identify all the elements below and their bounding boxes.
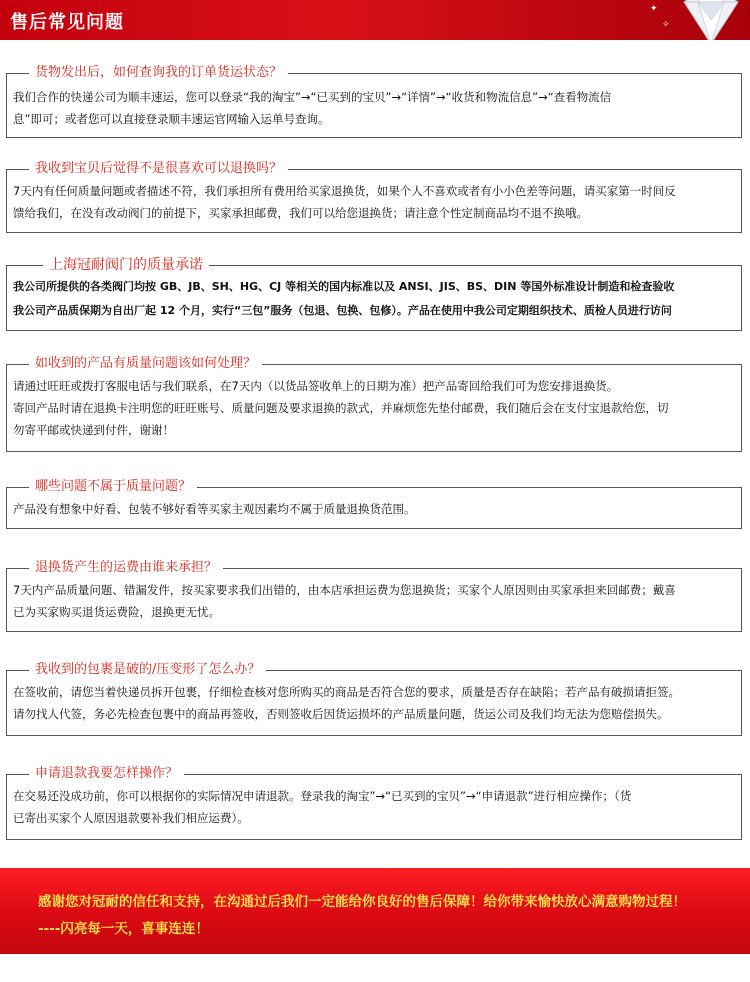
answer-line: 我公司所提供的各类阀门均按 GB、JB、SH、HG、CJ 等相关的国内标准以及 ANSI、JIS、BS、DIN 等国外标准设计制造和检查验收 (13, 280, 675, 293)
answer-line: 我们合作的快递公司为顺丰速运，您可以登录“我的淘宝”→“已买到的宝贝”→“详情”→“收货和物流信息”→“查看物流信 (13, 90, 612, 104)
faq-question: 如收到的产品有质量问题该如何处理？ (29, 355, 262, 373)
faq-answer (13, 86, 737, 130)
sparkle-icon: ✧ (662, 20, 670, 30)
faq-section-quality-promise (6, 257, 742, 331)
faq-section-quality-issue (6, 356, 742, 452)
faq-section-shipping-cost (6, 560, 742, 632)
answer-line: 在交易还没成功前，你可以根据你的实际情况申请退款。登录我的淘宝”→“已买到的宝贝”→“申请退款”进行相应操作；（货 (13, 789, 632, 803)
answer-line: 勿寄平邮或快递到付件，谢谢！ (13, 423, 174, 437)
thank-you-line: 感谢您对冠耐的信任和支持，在沟通过后我们一定能给你良好的售后保障！给你带来愉快放心满意购物过程！ (38, 894, 686, 910)
faq-section-refund (6, 766, 742, 840)
answer-line: 请通过旺旺或拨打客服电话与我们联系，在7天内（以货品签收单上的日期为准）把产品寄回给我们可为您安排退换货。 (13, 379, 619, 393)
faq-section-returns (6, 161, 742, 233)
faq-question: 我收到的包裹是破的/压变形了怎么办？ (29, 661, 266, 679)
slogan-line: ----闪亮每一天，喜事连连！ (38, 921, 209, 937)
faq-section-order-tracking (6, 65, 742, 138)
faq-answer (13, 681, 737, 725)
faq-answer (13, 180, 737, 224)
faq-answer (13, 785, 737, 829)
faq-section-damaged-package (6, 662, 742, 736)
answer-line: 产品没有想象中好看、包装不够好看等买家主观因素均不属于质量退换货范围。 (13, 502, 416, 516)
answer-line: 在签收前，请您当着快递员拆开包裹，仔细检查核对您所购买的商品是否符合您的要求，质量是否存在缺陷；若产品有破损请拒签。 (13, 685, 680, 699)
faq-answer (13, 579, 737, 623)
diamond-icon (676, 0, 746, 40)
faq-question: 申请退款我要怎样操作？ (29, 765, 184, 783)
answer-line: 寄回产品时请在退换卡注明您的旺旺账号、质量问题及要求退换的款式，并麻烦您先垫付邮费，我们随后会在支付宝退款给您，切 (13, 401, 669, 415)
faq-question: 哪些问题不属于质量问题？ (29, 478, 197, 496)
answer-line: 我公司产品质保期为自出厂起 12 个月，实行“三包”服务（包退、包换、包修）。产品在使用中我公司定期组织技术、质检人员进行访问 (13, 304, 672, 317)
faq-section-not-quality (6, 479, 742, 529)
faq-question: 货物发出后，如何查询我的订单货运状态？ (29, 64, 288, 82)
faq-answer (13, 498, 737, 520)
answer-line: 馈给我们，在没有改动阀门的前提下，买家承担邮费，我们可以给您退换货；请注意个性定制商品均不退不换哦。 (13, 206, 588, 220)
thank-you-banner (0, 868, 750, 954)
answer-line: 7天内有任何质量问题或者描述不符，我们承担所有费用给买家退换货，如果个人不喜欢或者有小小色差等问题，请买家第一时间反 (13, 184, 676, 198)
answer-line: 已为买家购买退货运费险，退换更无忧。 (13, 605, 220, 619)
page-header (0, 0, 750, 40)
sparkle-icon: ✦ (650, 4, 658, 14)
faq-question: 上海冠耐阀门的质量承诺 (43, 256, 209, 274)
page-title: 售后常见问题 (10, 12, 124, 33)
answer-line: 请勿找人代签，务必先检查包裹中的商品再签收，否则签收后因货运损坏的产品质量问题，货运公司及我们均无法为您赔偿损失。 (13, 707, 669, 721)
faq-question: 我收到宝贝后觉得不是很喜欢可以退换吗？ (29, 160, 288, 178)
answer-line: 已寄出买家个人原因退款要补我们相应运费）。 (13, 811, 249, 825)
answer-line: 7天内产品质量问题、错漏发件，按买家要求我们出错的，由本店承担运费为您退换货；买家个人原因则由买家承担来回邮费；戴喜 (13, 583, 676, 597)
faq-answer (13, 275, 737, 323)
faq-question: 退换货产生的运费由谁来承担？ (29, 559, 223, 577)
answer-line: 息”即可；或者您可以直接登录顺丰速运官网输入运单号查询。 (13, 112, 330, 126)
faq-answer (13, 375, 737, 441)
